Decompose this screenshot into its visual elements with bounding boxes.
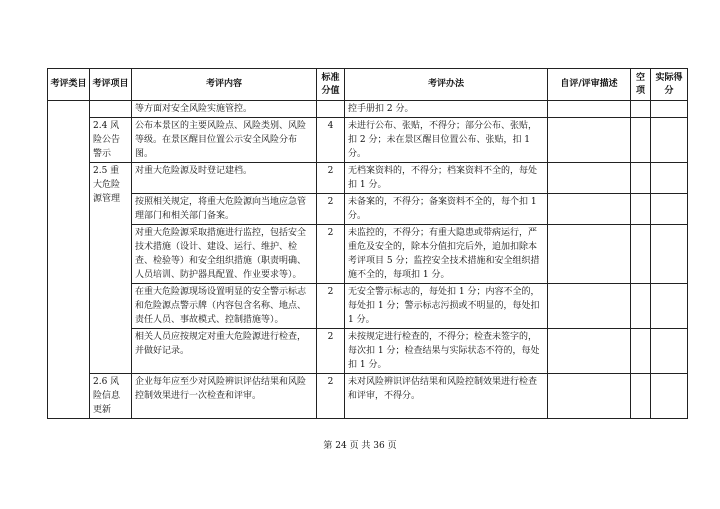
actual-score-cell[interactable] xyxy=(651,284,688,329)
item-cell xyxy=(90,101,132,118)
content-cell: 等方面对安全风险实施管控。 xyxy=(132,101,317,118)
empty-col-cell[interactable] xyxy=(631,225,651,284)
actual-score-cell[interactable] xyxy=(651,118,688,163)
table-row xyxy=(48,225,688,284)
category-cell xyxy=(48,101,90,419)
score-cell: 2 xyxy=(317,194,345,225)
method-cell: 未按规定进行检查的，不得分；检查未签字的，每次扣 1 分；检查结果与实际状态不符的，每处扣 1 分。 xyxy=(345,329,548,374)
content-cell: 对重大危险源采取措施进行监控，包括安全技术措施（设计、建设、运行、维护、检查、检验等）和安全组织措施（职责明确、人员培训、防护器具配置、作业要求等）。 xyxy=(132,225,317,284)
self-eval-cell[interactable] xyxy=(548,225,631,284)
empty-col-cell[interactable] xyxy=(631,374,651,419)
method-cell: 未备案的，不得分；备案资料不全的，每个扣 1 分。 xyxy=(345,194,548,225)
header-empty-col: 空项 xyxy=(631,69,651,101)
header-actual-score: 实际得分 xyxy=(651,69,688,101)
self-eval-cell[interactable] xyxy=(548,194,631,225)
table-row xyxy=(48,194,688,225)
score-cell: 2 xyxy=(317,284,345,329)
table-row xyxy=(48,101,688,118)
empty-col-cell[interactable] xyxy=(631,163,651,194)
score-cell: 2 xyxy=(317,225,345,284)
content-cell: 对重大危险源及时登记建档。 xyxy=(132,163,317,194)
method-cell: 控手册扣 2 分。 xyxy=(345,101,548,118)
score-cell xyxy=(317,101,345,118)
empty-col-cell[interactable] xyxy=(631,284,651,329)
header-category: 考评类目 xyxy=(48,69,90,101)
method-cell: 未对风险辨识评估结果和风险控制效果进行检查和评审，不得分。 xyxy=(345,374,548,419)
score-cell: 2 xyxy=(317,374,345,419)
item-cell: 2.5 重大危险源管理 xyxy=(90,163,132,374)
self-eval-cell[interactable] xyxy=(548,374,631,419)
score-cell: 2 xyxy=(317,329,345,374)
table-row xyxy=(48,374,688,419)
table-row xyxy=(48,163,688,194)
score-cell: 2 xyxy=(317,163,345,194)
header-item: 考评项目 xyxy=(90,69,132,101)
self-eval-cell[interactable] xyxy=(548,101,631,118)
method-cell: 未监控的，不得分；有重大隐患或带病运行，严重危及安全的，除本分值扣完后外，追加扣除本考评项目 5 分；监控安全技术措施和安全组织措施不全的，每项扣 1 分。 xyxy=(345,225,548,284)
method-cell: 未进行公布、张贴，不得分；部分公布、张贴，扣 2 分；未在景区醒目位置公布、张贴，扣 1 分。 xyxy=(345,118,548,163)
actual-score-cell[interactable] xyxy=(651,163,688,194)
method-cell: 无档案资料的，不得分；档案资料不全的，每处扣 1 分。 xyxy=(345,163,548,194)
method-cell: 无安全警示标志的，每处扣 1 分；内容不全的，每处扣 1 分；警示标志污损或不明显的，每处扣 1 分。 xyxy=(345,284,548,329)
content-cell: 相关人员应按规定对重大危险源进行检查，并做好记录。 xyxy=(132,329,317,374)
actual-score-cell[interactable] xyxy=(651,194,688,225)
item-cell: 2.6 风险信息更新 xyxy=(90,374,132,419)
page-number: 第 24 页 共 36 页 xyxy=(323,441,397,451)
content-cell: 在重大危险源现场设置明显的安全警示标志和危险源点警示牌（内容包含名称、地点、责任人员、事故模式、控制措施等）。 xyxy=(132,284,317,329)
actual-score-cell[interactable] xyxy=(651,101,688,118)
content-cell: 按照相关规定，将重大危险源向当地应急管理部门和相关部门备案。 xyxy=(132,194,317,225)
table-row xyxy=(48,284,688,329)
content-cell: 公布本景区的主要风险点、风险类别、风险等级。在景区醒目位置公示安全风险分布图。 xyxy=(132,118,317,163)
actual-score-cell[interactable] xyxy=(651,225,688,284)
self-eval-cell[interactable] xyxy=(548,329,631,374)
table-row xyxy=(48,118,688,163)
empty-col-cell[interactable] xyxy=(631,118,651,163)
self-eval-cell[interactable] xyxy=(548,163,631,194)
item-cell: 2.4 风险公告警示 xyxy=(90,118,132,163)
self-eval-cell[interactable] xyxy=(548,284,631,329)
self-eval-cell[interactable] xyxy=(548,118,631,163)
empty-col-cell[interactable] xyxy=(631,329,651,374)
table-row xyxy=(48,329,688,374)
empty-col-cell[interactable] xyxy=(631,101,651,118)
header-method: 考评办法 xyxy=(345,69,548,101)
evaluation-table xyxy=(47,68,688,419)
actual-score-cell[interactable] xyxy=(651,374,688,419)
header-self-eval: 自评/评审描述 xyxy=(548,69,631,101)
empty-col-cell[interactable] xyxy=(631,194,651,225)
score-cell: 4 xyxy=(317,118,345,163)
table-header-row xyxy=(48,69,688,101)
content-cell: 企业每年应至少对风险辨识评估结果和风险控制效果进行一次检查和评审。 xyxy=(132,374,317,419)
header-content: 考评内容 xyxy=(132,69,317,101)
header-score: 标准分值 xyxy=(317,69,345,101)
actual-score-cell[interactable] xyxy=(651,329,688,374)
